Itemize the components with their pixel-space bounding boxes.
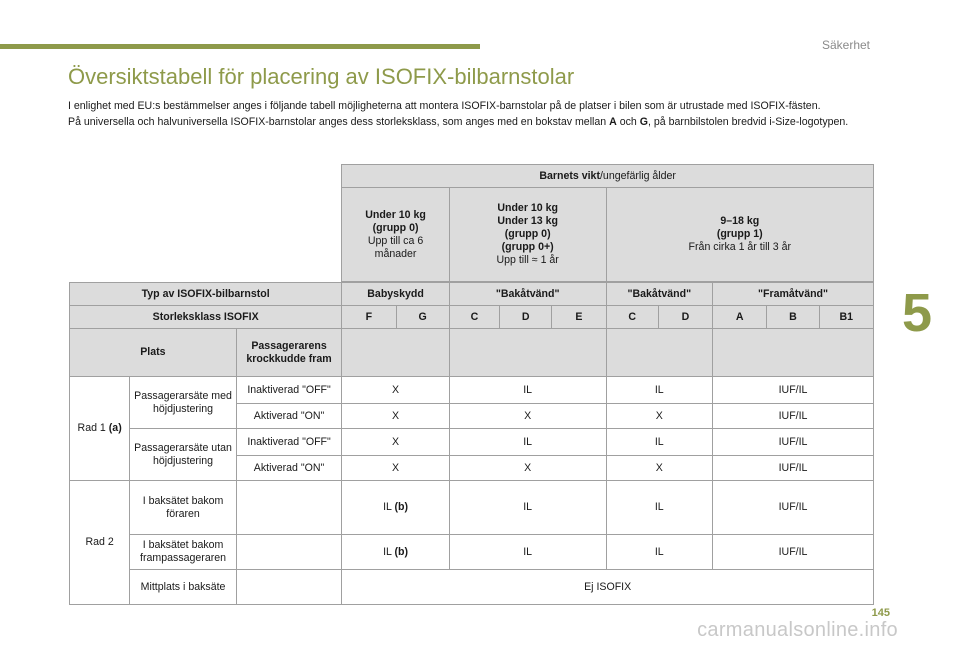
airbag-on: Aktiverad "ON" bbox=[236, 404, 342, 429]
group-line: (grupp 0) bbox=[504, 228, 551, 240]
watermark: carmanualsonline.info bbox=[697, 619, 898, 641]
size-cell: D bbox=[500, 306, 552, 329]
row-label-rad1 bbox=[70, 377, 130, 481]
empty-cell bbox=[236, 570, 342, 605]
value-text: IL bbox=[383, 501, 392, 513]
seat-behind-driver: I baksätet bakom föraren bbox=[130, 481, 237, 535]
weight-group-0plus bbox=[449, 188, 606, 282]
seat-without-height-adjust: Passagerarsäte utan höjdjustering bbox=[130, 429, 237, 481]
value-cell: X bbox=[606, 456, 713, 481]
seat-middle-rear: Mittplats i baksäte bbox=[130, 570, 237, 605]
group-line: (grupp 0+) bbox=[501, 241, 554, 253]
group-line: Under 13 kg bbox=[497, 215, 558, 227]
value-cell: IL bbox=[606, 429, 713, 456]
size-cell: E bbox=[552, 306, 606, 329]
section-label: Säkerhet bbox=[821, 38, 870, 52]
value-cell: IUF/IL bbox=[713, 429, 874, 456]
empty-cell bbox=[713, 329, 874, 377]
value-cell: X bbox=[342, 456, 450, 481]
intro-paragraph-2 bbox=[68, 115, 858, 131]
value-cell: IUF/IL bbox=[713, 377, 874, 404]
size-cell: B bbox=[767, 306, 819, 329]
value-cell: IL bbox=[449, 535, 606, 570]
size-cell: C bbox=[449, 306, 499, 329]
value-cell: X bbox=[342, 404, 450, 429]
group-line: Upp till ≈ 1 år bbox=[496, 254, 559, 266]
group-line: Upp till ca 6 bbox=[367, 234, 424, 247]
value-cell: IUF/IL bbox=[713, 456, 874, 481]
value-cell: X bbox=[606, 404, 713, 429]
seat-behind-passenger: I baksätet bakom frampassageraren bbox=[130, 535, 237, 570]
group-line: Under 10 kg bbox=[497, 202, 558, 214]
chapter-number: 5 bbox=[901, 283, 932, 343]
size-cell: D bbox=[658, 306, 712, 329]
group-line: 9–18 kg bbox=[720, 215, 760, 227]
size-letter-a: A bbox=[609, 115, 617, 128]
value-text: IL bbox=[383, 545, 392, 558]
group-line: (grupp 0) bbox=[372, 221, 419, 234]
airbag-off: Inaktiverad "OFF" bbox=[236, 429, 342, 456]
type-bakatvand-1: "Bakåtvänd" bbox=[449, 283, 606, 306]
value-cell: X bbox=[342, 377, 450, 404]
empty-cell bbox=[236, 535, 342, 570]
value-cell: IL bbox=[449, 429, 606, 456]
weight-header bbox=[342, 165, 874, 188]
size-cell: G bbox=[396, 306, 449, 329]
group-line: Från cirka 1 år till 3 år bbox=[688, 241, 791, 253]
seat-with-height-adjust: Passagerarsäte med höjdjustering bbox=[130, 377, 237, 429]
size-letter-g: G bbox=[639, 115, 649, 128]
airbag-on: Aktiverad "ON" bbox=[236, 456, 342, 481]
empty-cell bbox=[342, 329, 450, 377]
value-note: (b) bbox=[394, 545, 409, 558]
value-cell: X bbox=[449, 456, 606, 481]
value-cell: IL bbox=[606, 535, 713, 570]
size-cell: C bbox=[606, 306, 658, 329]
size-cell: B1 bbox=[819, 306, 873, 329]
header-accent-bar bbox=[0, 44, 480, 49]
size-cell: F bbox=[342, 306, 396, 329]
page-title: Översiktstabell för placering av ISOFIX-bilbarnstolar bbox=[68, 64, 575, 89]
value-cell: IUF/IL bbox=[713, 481, 874, 535]
empty-cell bbox=[606, 329, 713, 377]
intro-paragraph-1: I enlighet med EU:s bestämmelser anges i följande tabell möjligheterna att montera ISOFIX-barnstolar på de platser i bilen som är utrustade med ISOFIX-fästen. bbox=[68, 100, 821, 112]
weight-header-bold: Barnets vikt bbox=[539, 169, 600, 182]
weight-group-1 bbox=[606, 188, 873, 282]
intro-text-part: och bbox=[616, 115, 640, 128]
page-number: 145 bbox=[871, 607, 890, 619]
empty-cell bbox=[449, 329, 606, 377]
row-label-rad2: Rad 2 bbox=[70, 481, 130, 605]
value-cell: IL bbox=[449, 481, 606, 535]
group-line: Under 10 kg bbox=[365, 208, 426, 221]
airbag-off: Inaktiverad "OFF" bbox=[236, 377, 342, 404]
type-label: Typ av ISOFIX-bilbarnstol bbox=[70, 283, 342, 306]
intro-text-part: På universella och halvuniversella ISOFIX-barnstolar anges dess storleksklass, som anges med en bokstav mellan bbox=[68, 115, 610, 128]
value-cell: IL bbox=[606, 377, 713, 404]
place-label: Plats bbox=[70, 329, 237, 377]
weight-group-0 bbox=[342, 188, 450, 282]
value-cell: IL bbox=[449, 377, 606, 404]
value-cell: IL bbox=[606, 481, 713, 535]
isofix-table bbox=[69, 164, 874, 605]
value-cell bbox=[342, 535, 450, 570]
value-cell: IUF/IL bbox=[713, 404, 874, 429]
rad1-note: (a) bbox=[108, 422, 122, 434]
group-line: (grupp 1) bbox=[716, 228, 763, 240]
value-note: (b) bbox=[394, 501, 409, 513]
value-cell: IUF/IL bbox=[713, 535, 874, 570]
airbag-label: Passagerarens krockkudde fram bbox=[236, 329, 342, 377]
weight-header-rest: /ungefärlig ålder bbox=[599, 169, 676, 182]
type-babyskydd: Babyskydd bbox=[342, 283, 450, 306]
size-label: Storleksklass ISOFIX bbox=[70, 306, 342, 329]
value-cell: X bbox=[342, 429, 450, 456]
table-empty-corner bbox=[70, 165, 342, 283]
value-cell: X bbox=[449, 404, 606, 429]
size-cell: A bbox=[713, 306, 767, 329]
rad1-text: Rad 1 bbox=[77, 422, 106, 434]
empty-cell bbox=[236, 481, 342, 535]
value-cell bbox=[342, 481, 450, 535]
type-framatvand: "Framåtvänd" bbox=[713, 283, 874, 306]
group-line: månader bbox=[374, 247, 417, 260]
value-cell-ej-isofix: Ej ISOFIX bbox=[342, 570, 874, 605]
type-bakatvand-2: "Bakåtvänd" bbox=[606, 283, 713, 306]
intro-text bbox=[68, 99, 858, 130]
intro-text-part: , på barnbilstolen bredvid i-Size-logotypen. bbox=[648, 115, 849, 128]
